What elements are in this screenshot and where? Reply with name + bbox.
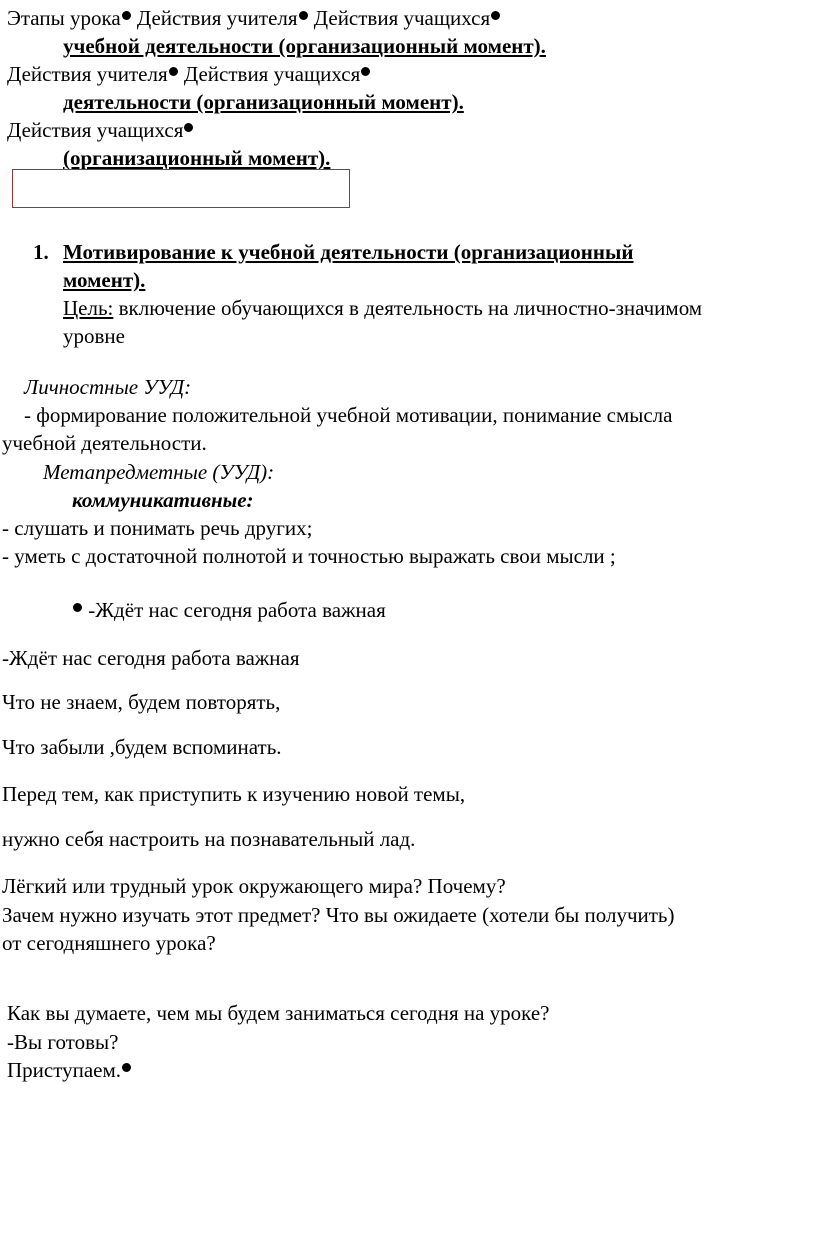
goal-text: включение обучающихся в деятельность на личностно-значимом [113,296,703,320]
closing-line-3 [7,1057,132,1084]
header-students-label: Действия учащихся [183,62,361,86]
section-title-line-2: момент). [63,268,146,292]
bullet-icon [184,123,193,132]
poem-bullet-line [72,597,386,624]
header-row-3 [7,117,194,144]
section-number: 1. [33,240,49,264]
closing-line-2: -Вы готовы? [7,1030,119,1054]
personal-uud-label: Личностные УУД: [24,375,192,399]
communicative-item-2: - уметь с достаточной полнотой и точностью выражать свои мысли ; [2,544,616,568]
header-stage-label: Этапы урока [7,6,121,30]
header-row-1 [7,5,501,32]
header-row-1-subtitle: учебной деятельности (организационный момент). [63,34,546,58]
communicative-item-1: - слушать и понимать речь других; [2,516,313,540]
header-row-3-subtitle: (организационный момент). [63,146,331,170]
poem-line-1: -Ждёт нас сегодня работа важная [2,646,300,670]
section-goal-line-2: уровне [63,324,125,348]
poem-line-5: нужно себя настроить на познавательный лад. [2,827,416,851]
poem-bullet-text: -Ждёт нас сегодня работа важная [83,598,386,622]
header-students-label: Действия учащихся [7,118,184,142]
meta-uud-label: Метапредметные (УУД): [43,460,275,484]
closing-text: Приступаем. [7,1058,122,1082]
bullet-icon [169,67,178,76]
header-teacher-label: Действия учителя [7,62,168,86]
header-row-2 [7,61,371,88]
header-teacher-label: Действия учителя [136,6,298,30]
question-2-line-2: от сегодняшнего урока? [2,931,216,955]
header-row-2-subtitle: деятельности (организационный момент). [63,90,464,114]
bullet-icon [122,1063,131,1072]
poem-line-3: Что забыли ,будем вспоминать. [2,735,282,759]
goal-label: Цель: [63,296,114,320]
bullet-icon [122,11,131,20]
question-2-line-1: Зачем нужно изучать этот предмет? Что вы ожидаете (хотели бы получить) [2,903,675,927]
communicative-label: коммуникативные: [72,488,254,512]
personal-uud-line-1: - формирование положительной учебной мотивации, понимание смысла [24,403,673,427]
poem-line-2: Что не знаем, будем повторять, [2,690,281,714]
closing-line-1: Как вы думаете, чем мы будем заниматься сегодня на уроке? [7,1001,550,1025]
bullet-icon [361,67,370,76]
header-students-label: Действия учащихся [313,6,491,30]
poem-line-4: Перед тем, как приступить к изучению новой темы, [2,782,466,806]
bullet-icon [491,11,500,20]
section-title-line-1: Мотивирование к учебной деятельности (организационный [63,240,634,264]
question-1: Лёгкий или трудный урок окружающего мира? Почему? [2,874,506,898]
personal-uud-line-2: учебной деятельности. [2,431,207,455]
section-goal [63,295,702,322]
empty-frame [12,169,350,208]
bullet-icon [73,603,82,612]
bullet-icon [299,11,308,20]
